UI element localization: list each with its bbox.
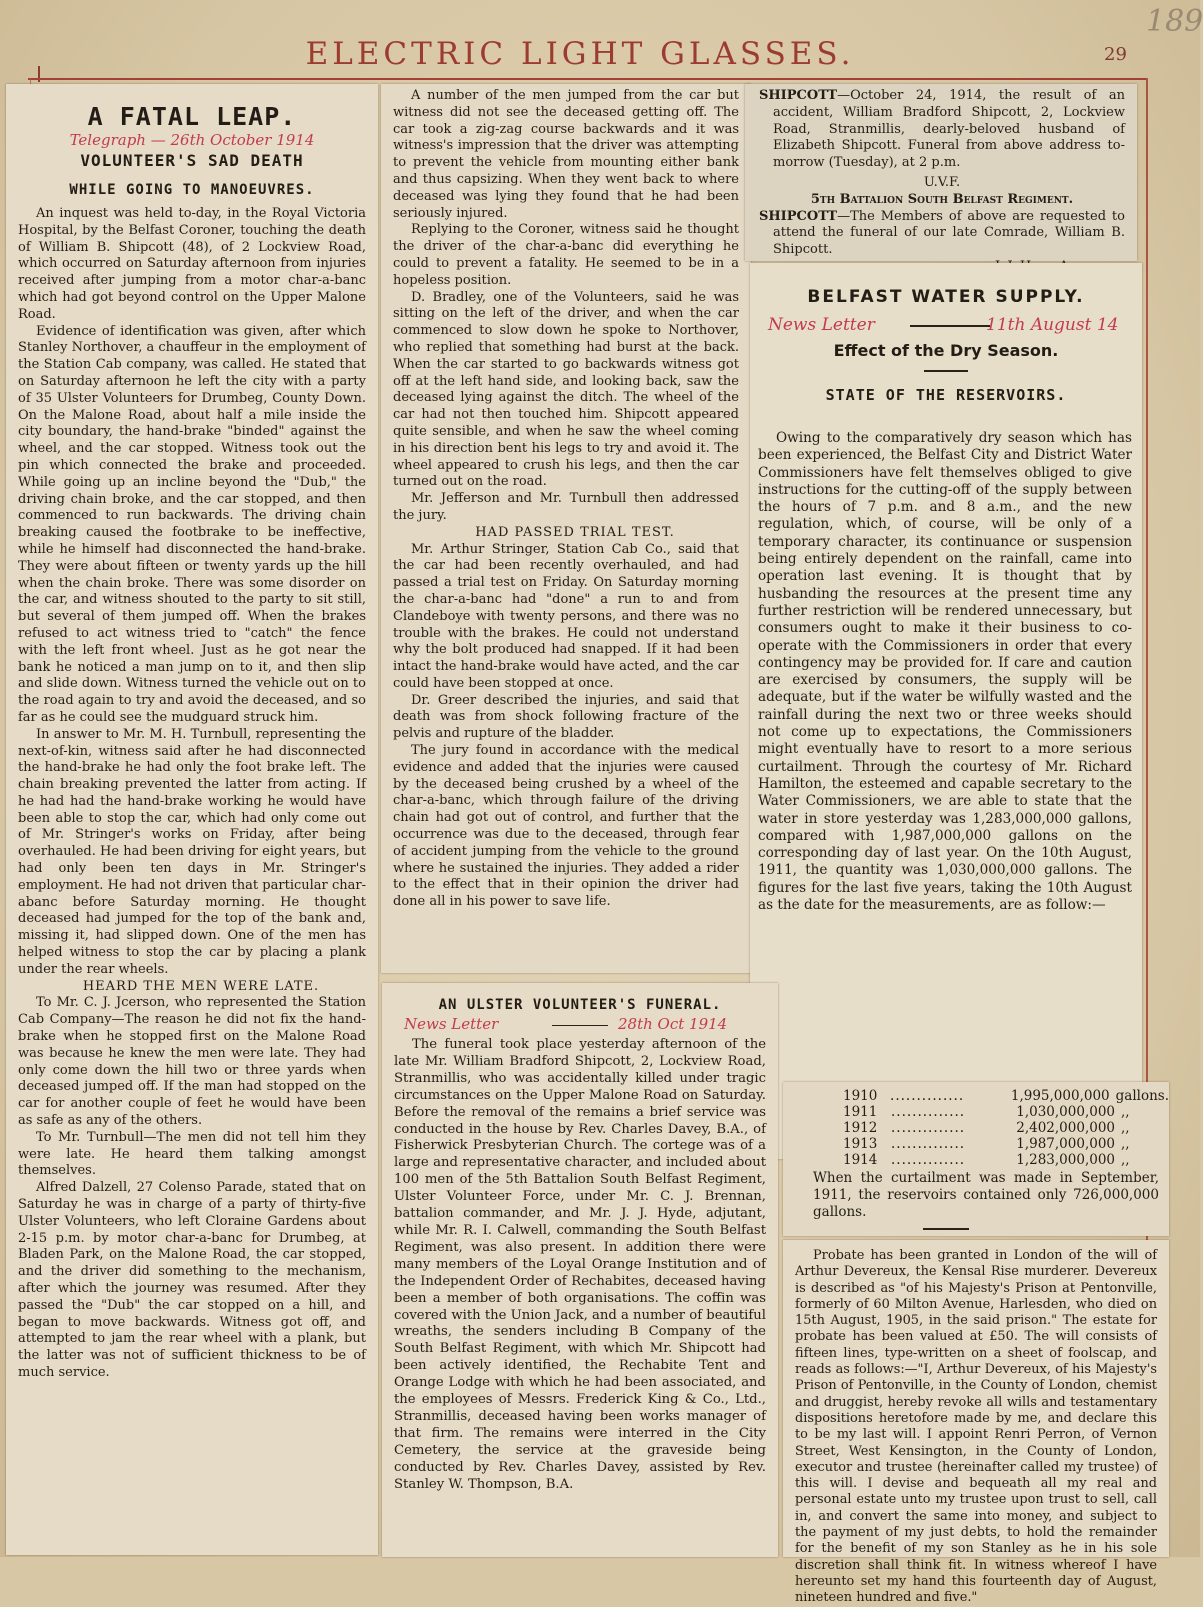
- handwritten-page-number: 189: [1146, 4, 1203, 39]
- water-figures-dots: ..............: [891, 1104, 966, 1120]
- paragraph: The jury found in accordance with the medical evidence and added that the injuries were caused by the deceased being crushed by a wheel of the char-a-banc, which through failure of the driving chain had got out of control, and further that the occurrence was due to the deceased, through fear of accident jumping from the vehicle to the ground where he sustained the injuries. They added a rider to the effect that in their opinion the driver had done all in his power to save life.: [393, 743, 739, 910]
- water-figures-year: 1911: [843, 1104, 878, 1120]
- handwritten-source-annotation: Telegraph — 26th October 1914: [69, 131, 315, 149]
- water-figures-row: [843, 1120, 1169, 1136]
- notice-body: [759, 88, 1125, 276]
- notice-entry: [759, 88, 1125, 172]
- header-rule: [28, 78, 1146, 80]
- water-figures-row: [843, 1136, 1169, 1152]
- water-figures-unit: ,,: [1121, 1120, 1130, 1136]
- section-heading: HEARD THE MEN WERE LATE.: [82, 978, 320, 994]
- article-title: AN ULSTER VOLUNTEER'S FUNERAL.: [438, 997, 722, 1013]
- article-title: BELFAST WATER SUPPLY.: [807, 287, 1085, 307]
- water-figures-table: [813, 1088, 1169, 1230]
- notice-name: SHIPCOTT: [759, 88, 838, 103]
- paragraph: The funeral took place yesterday afternoon of the late Mr. William Bradford Shipcott, 2, Lockview Road, Stranmillis, who was accidentally killed under tragic circumstances on the Upper Malone Road on Saturday. Before the removal of the remains a brief service was conducted in the house by Rev. Charles Davey, B.A., of Fisherwick Presbyterian Church. The cortege was of a large and representative character, and included about 100 men of the 5th Battalion South Belfast Regiment, Ulster Volunteer Force, under Mr. C. J. Brennan, battalion commander, and Mr. J. J. Hyde, adjutant, while Mr. R. I. Calwell, commanding the South Belfast Regiment, was also present. In addition there were many members of the Loyal Orange Institution and of the Independent Order of Rechabites, deceased having been a member of both organisations. The coffin was covered with the Union Jack, and a number of beautiful wreaths, the senders including B Company of the South Belfast Regiment, with which Mr. Shipcott had been actively identified, the Rechabite Tent and Orange Lodge with which he had been associated, and the employees of Messrs. Frederick King & Co., Ltd., Stranmillis, deceased having been works manager of that firm. The remains were interred in the City Cemetery, the service at the graveside being conducted by Rev. Charles Davey, assisted by Rev. Stanley W. Thompson, B.A.: [394, 1037, 766, 1492]
- water-figures-row: [843, 1152, 1169, 1168]
- article-body: [18, 206, 366, 1382]
- article-body: [795, 1248, 1157, 1607]
- handwritten-date-annotation: 11th August 14: [986, 315, 1119, 335]
- water-figures-dots: ..............: [891, 1136, 966, 1152]
- water-figures-year: 1914: [843, 1152, 878, 1168]
- water-figures-year: 1912: [843, 1120, 878, 1136]
- article-subtitle: Effect of the Dry Season.: [833, 341, 1059, 360]
- paragraph: In answer to Mr. M. H. Turnbull, representing the next-of-kin, witness said after he had disconnected the hand-brake he had only the foot brake left. The chain breaking prevented the latter from acting. If he had had the hand-brake working he would have been able to stop the car, which had only come out of Mr. Stringer's works on Friday, after being overhauled. He had been driving for eight years, but had only been ten days in Mr. Stringer's employment. He had not driven that particular char-abanc before Saturday morning. He thought deceased had jumped for the top of the bank and, missing it, had slipped down. One of the men has helped witness to stop the car by placing a plank under the rear wheels.: [18, 726, 366, 977]
- water-figures-unit: ,,: [1121, 1152, 1130, 1168]
- divider: [923, 1228, 969, 1230]
- water-figures-unit: gallons.: [1115, 1088, 1169, 1104]
- water-figures-unit: ,,: [1121, 1104, 1130, 1120]
- clipping-probate: [783, 1240, 1169, 1606]
- clipping-inquest-continuation: [381, 84, 751, 973]
- notice-text: —October 24, 1914, the result of an accident, William Bradford Shipcott, 2, Lockview Road, Stranmillis, dearly-beloved husband of Elizabeth Shipcott. Funeral from above address to-morrow (Tuesday), at 2 p.m.: [773, 88, 1125, 171]
- handwritten-date-annotation: 28th Oct 1914: [618, 1015, 728, 1033]
- notice-organisation: U.V.F.: [923, 174, 961, 190]
- paragraph: An inquest was held to-day, in the Royal Victoria Hospital, by the Belfast Coroner, touching the death of William B. Shipcott (48), of 2 Lockview Road, which occurred on Saturday afternoon from injuries received after jumping from a motor char-a-banc which had got beyond control on the Upper Malone Road.: [18, 206, 366, 322]
- paragraph: Dr. Greer described the injuries, and said that death was from shock following fracture of the pelvis and rupture of the bladder.: [393, 692, 739, 742]
- paragraph: Evidence of identification was given, after which Stanley Northover, a chauffeur in the employment of the Station Cab company, was called. He stated that on Saturday afternoon he left the city with a party of 35 Ulster Volunteers for Drumbeg, County Down. On the Malone Road, about half a mile inside the city boundary, the hand-brake "binded" against the wheel, and the car stopped. Witness took out the pin which connected the brake and proceeded. While going up an incline beyond the "Dub," the driving chain broke, and the car stopped, and then commenced to run backwards. The driving chain breaking caused the footbrake to be ineffective, while he himself had disconnected the hand-brake. They were about fifteen or twenty yards up the hill when the chain broke. There was some disorder on the car, and witness shouted to the party to sit still, but several of them jumped off. When the brakes refused to act witness tried to "catch" the fence with the left front wheel. Just as he got near the bank he noticed a man jump on to it, and then slip and slide down. Witness turned the vehicle out on to the road again to try and avoid the deceased, and so far as he could see the mudguard struck him.: [18, 323, 366, 725]
- article-subtitle-secondary: WHILE GOING TO MANOEUVRES.: [69, 182, 315, 198]
- water-figures-row: [843, 1104, 1169, 1120]
- divider: [924, 370, 968, 372]
- water-figures-dots: ..............: [891, 1120, 966, 1136]
- ornamental-rule: [552, 1025, 608, 1026]
- water-figures-amount: 1,987,000,000: [1016, 1136, 1115, 1152]
- clipping-death-notice: [745, 84, 1137, 261]
- article-subtitle-secondary: STATE OF THE RESERVOIRS.: [825, 386, 1067, 404]
- water-figures-amount: 1,283,000,000: [1016, 1152, 1115, 1168]
- notice-name: SHIPCOTT: [759, 208, 838, 224]
- water-figures-rows: [843, 1088, 1169, 1168]
- water-figures-amount: 1,030,000,000: [1016, 1104, 1115, 1120]
- clipping-water-figures: [783, 1082, 1169, 1236]
- source-annotation-row: [750, 311, 1142, 341]
- paragraph: D. Bradley, one of the Volunteers, said he was sitting on the left of the driver, and when the car commenced to slow down he spoke to Northover, who replied that something had burst at the back. When the car started to go backwards witness got off at the left hand side, and looking back, saw the deceased lying against the ditch. The wheel of the car had not then touched him. Shipcott appeared quite sensible, and when he saw the wheel coming in his direction bent his legs to try and avoid it. The wheel appeared to crush his legs, and then the car turned out on the road.: [393, 289, 739, 490]
- water-figures-dots: ..............: [891, 1152, 966, 1168]
- notice-text: —The Members of above are requested to attend the funeral of our late Comrade, William B. Shipcott.: [773, 208, 1125, 258]
- water-figures-year: 1913: [843, 1136, 878, 1152]
- paragraph: To Mr. Turnbull—The men did not tell him they were late. He heard them talking amongst themselves.: [18, 1129, 366, 1179]
- paragraph: Replying to the Coroner, witness said he thought the driver of the char-a-banc did everything he could to prevent a fatality. He seemed to be in a hopeless position.: [393, 222, 739, 288]
- clipping-fatal-leap: [6, 84, 378, 1555]
- section-heading: HAD PASSED TRIAL TEST.: [475, 524, 675, 540]
- paragraph: Owing to the comparatively dry season which has been experienced, the Belfast City and District Water Commissioners have felt themselves obliged to give instructions for the cutting-off of the supply between the hours of 7 p.m. and 8 a.m., and the new regulation, which, of course, will be only of a temporary character, its continuance or suspension being entirely dependent on the rainfall, came into operation last evening. It is thought that by husbanding the resources at the present time any further restriction will be rendered unnecessary, but consumers ought to make it their business to co-operate with the Commissioners in order that every contingency may be provided for. If care and caution are exercised by consumers, the supply will be adequate, but if the water be wilfully wasted and the rainfall during the next two or three weeks should not come up to expectations, the Commissioners might eventually have to resort to a more serious curtailment. Through the courtesy of Mr. Richard Hamilton, the esteemed and capable secretary to the Water Commissioners, we are able to state that the water in store yesterday was 1,283,000,000 gallons, compared with 1,987,000,000 gallons on the corresponding day of last year. On the 10th August, 1911, the quantity was 1,030,000,000 gallons. The figures for the last five years, taking the 10th August as the date for the measurements, are as follow:—: [758, 430, 1132, 914]
- ornamental-rule: [910, 325, 990, 327]
- paragraph: Mr. Arthur Stringer, Station Cab Co., said that the car had been recently overhauled, and had passed a trial test on Friday. On Saturday morning the char-a-banc had "done" a run to and from Clandeboye with twenty persons, and there was no trouble with the brakes. He could not understand why the bolt produced had snapped. If it had been intact the hand-brake would have acted, and the car could have been stopped at once.: [393, 541, 739, 691]
- clipping-funeral: [382, 983, 778, 1557]
- article-body: [394, 1037, 766, 1493]
- paragraph: A number of the men jumped from the car but witness did not see the deceased getting off. The car took a zig-zag course backwards and it was witness's impression that the driver was attempting to prevent the vehicle from mounting either bank and thus capsizing. When they went back to where deceased was lying they found that he had been seriously injured.: [393, 88, 739, 221]
- handwritten-source-annotation: News Letter: [404, 1015, 499, 1033]
- paragraph: Mr. Jefferson and Mr. Turnbull then addressed the jury.: [393, 491, 739, 523]
- water-figures-row: [843, 1088, 1169, 1104]
- source-annotation-row: [382, 1013, 778, 1037]
- article-title: A FATAL LEAP.: [87, 102, 297, 131]
- handwritten-source-annotation: News Letter: [768, 315, 875, 335]
- water-figures-amount: 1,995,000,000: [1010, 1088, 1110, 1104]
- paragraph: Alfred Dalzell, 27 Colenso Parade, stated that on Saturday he was in charge of a party of thirty-five Ulster Volunteers, who left Cloraine Gardens about 2-15 p.m. by motor char-a-banc for Drumbeg, at Bladen Park, on the Malone Road, the car stopped, and the driver did something to the mechanism, after which the journey was resumed. After they passed the "Dub" the car stopped on a hill, and began to move backwards. Witness got off, and attempted to jam the rear wheel with a plank, but the latter was not of sufficient thickness to be of much service.: [18, 1180, 366, 1380]
- water-figures-unit: ,,: [1121, 1136, 1130, 1152]
- water-closing-paragraph: When the curtailment was made in September, 1911, the reservoirs contained only 726,000,000 gallons.: [813, 1170, 1159, 1220]
- article-subtitle: VOLUNTEER'S SAD DEATH: [80, 151, 304, 170]
- paragraph: To Mr. C. J. Jcerson, who represented the Station Cab Company—The reason he did not fix the hand-brake when he stopped first on the Malone Road was because he knew the men were late. They had only come down the hill two or three yards when deceased jumped off. If the man had stopped on the car for another couple of feet he would have been as safe as any of the others.: [18, 995, 366, 1129]
- paragraph: Probate has been granted in London of the will of Arthur Devereux, the Kensal Rise murderer. Devereux is described as "of his Majesty's Prison at Pentonville, formerly of 60 Milton Avenue, Harlesden, who died on 15th August, 1905, in the said prison." The estate for probate has been valued at £50. The will consists of fifteen lines, type-written on a sheet of foolscap, and reads as follows:—"I, Arthur Devereux, of his Majesty's Prison of Pentonville, in the County of London, chemist and druggist, hereby revoke all wills and testamentary dispositions heretofore made by me, and declare this to be my last will. I appoint Renri Perron, of Vernon Street, West Kensington, in the County of London, executor and trustee (hereinafter called my trustee) of this will. I devise and bequeath all my real and personal estate unto my trustee upon trust to sell, call in, and convert the same into money, and subject to the payment of my just debts, to hold the remainder for the benefit of my son Stanley as he in his sole discretion shall think fit. In witness whereof I have hereunto set my hand this fourteenth day of August, nineteen hundred and five.": [795, 1248, 1157, 1606]
- notice-entry: [759, 209, 1125, 259]
- water-figures-dots: ..............: [890, 1088, 965, 1104]
- page-header-title: ELECTRIC LIGHT GLASSES.: [305, 36, 855, 72]
- clipping-water-supply: [750, 263, 1142, 1159]
- notice-battalion: 5th Battalion South Belfast Regiment.: [810, 191, 1074, 207]
- water-figures-amount: 2,402,000,000: [1016, 1120, 1115, 1136]
- article-body: [758, 430, 1132, 914]
- water-figures-year: 1910: [843, 1088, 878, 1104]
- printed-page-number: 29: [1104, 44, 1127, 65]
- article-body: [393, 88, 739, 911]
